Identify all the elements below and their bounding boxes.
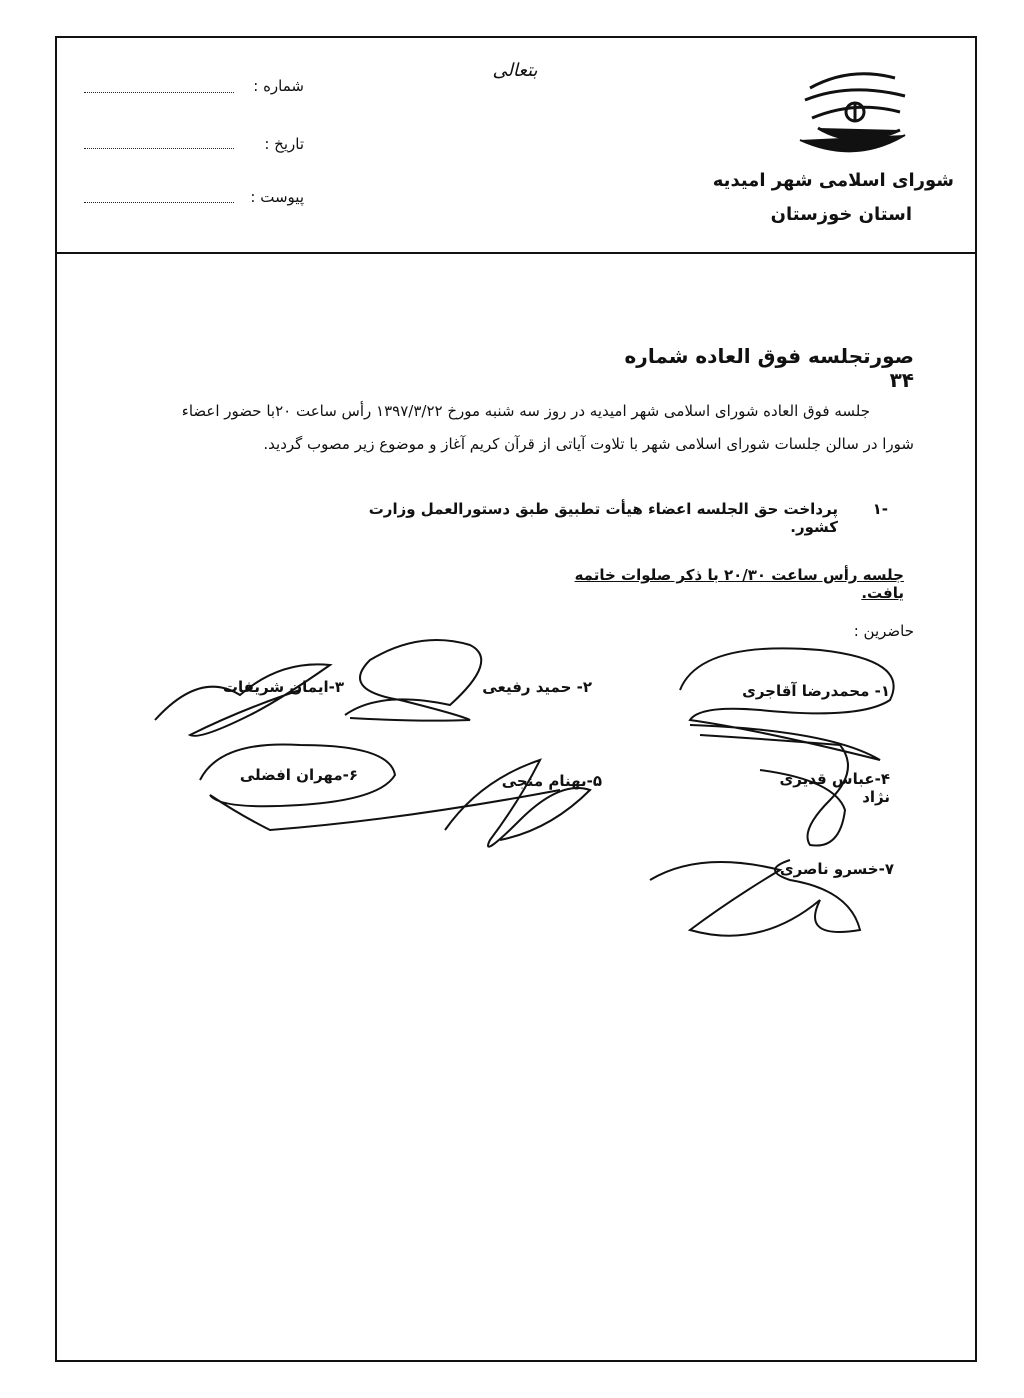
header-divider (55, 252, 977, 254)
attendee-1: ۱- محمدرضا آقاجری (742, 682, 890, 700)
attendee-5: ۵-بهنام منجی (501, 772, 602, 790)
number-field-dots (84, 92, 234, 93)
province-name: استان خوزستان (770, 204, 912, 225)
number-label: شماره : (253, 77, 304, 95)
attendee-6: ۶-مهران افضلی (239, 766, 358, 784)
closing-statement: جلسه رأس ساعت ۲۰/۳۰ با ذکر صلوات خاتمه یافت. (574, 566, 904, 602)
agenda-item-number: ۱- (872, 500, 888, 518)
date-label: تاریخ : (264, 135, 304, 153)
attendee-4: ۴-عباس قدیری نژاد (779, 770, 890, 806)
attendee-2: ۲- حمید رفیعی (482, 678, 592, 696)
attendee-7: ۷-خسرو ناصری (779, 860, 894, 878)
council-name: شورای اسلامی شهر امیدیه (712, 170, 954, 191)
body-paragraph-line-1: جلسه فوق العاده شورای اسلامی شهر امیدیه در روز سه شنبه مورخ ۱۳۹۷/۳/۲۲ رأس ساعت ۲۰با حضور اعضاء (181, 402, 870, 420)
invocation-text: بتعالی (492, 60, 538, 81)
attachment-label: پیوست : (250, 188, 304, 206)
body-paragraph-line-2: شورا در سالن جلسات شورای اسلامی شهر با تلاوت آیاتی از قرآن کریم آغاز و موضوع زیر مصوب گردید. (263, 435, 914, 453)
agenda-item-text: پرداخت حق الجلسه اعضاء هیأت تطبیق طبق دستورالعمل وزارت کشور. (368, 500, 838, 536)
page-title: صورتجلسه فوق العاده شماره ۳۴ (624, 344, 914, 392)
attendee-3: ۳-ایمان شریفات (222, 678, 344, 696)
attachment-field-dots (84, 202, 234, 203)
attendees-label: حاضرین : (853, 622, 914, 640)
date-field-dots (84, 148, 234, 149)
